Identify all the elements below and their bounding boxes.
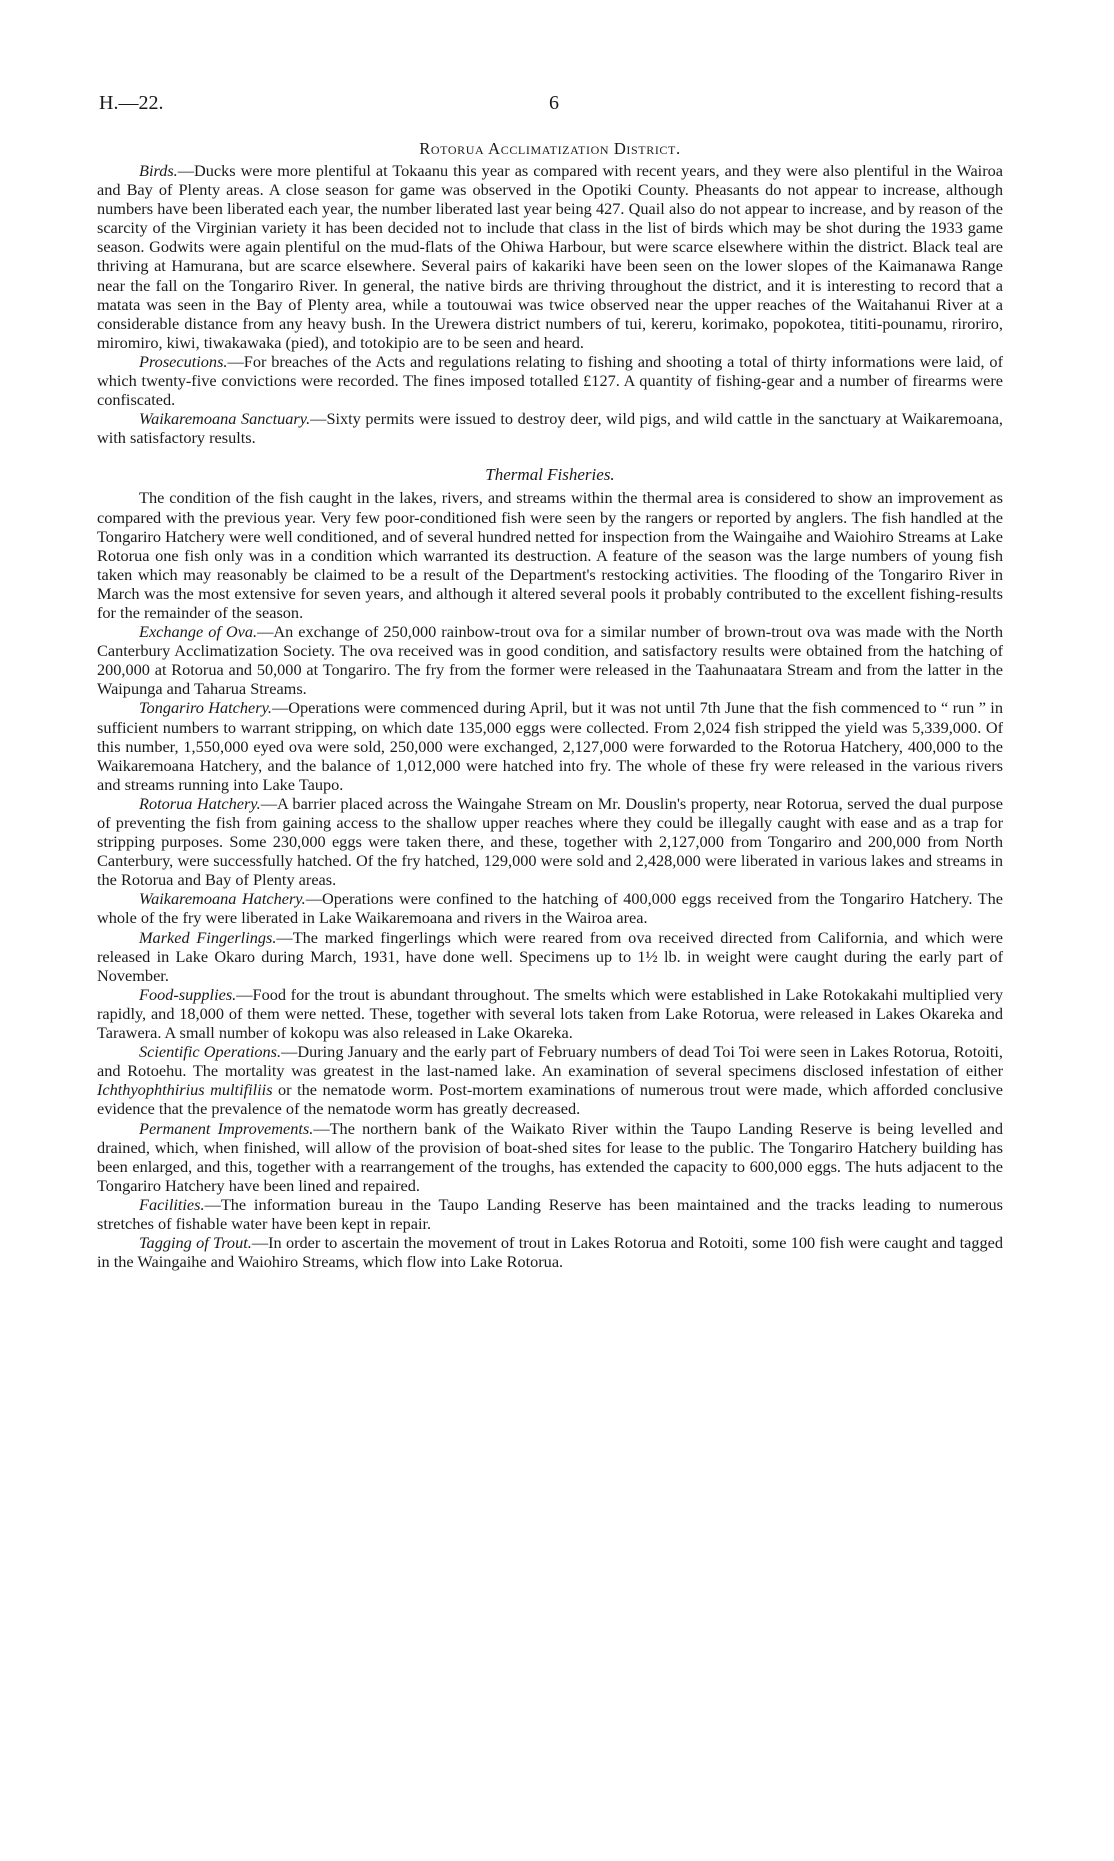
paragraph-lead: Birds. <box>139 161 178 180</box>
paragraph-sanctuary <box>97 409 1003 447</box>
paragraph-text: —Operations were confined to the hatching of 400,000 eggs received from the Tongariro Hatchery. The whole of the fry were liberated in Lake Waikaremoana and rivers in the Wairoa area. <box>97 889 1003 928</box>
paragraph-lead: Permanent Improvements. <box>139 1118 314 1138</box>
paragraph-text: —For breaches of the Acts and regulations relating to fishing and shooting a total of thirty informations were laid, of which twenty-five convictions were recorded. The fines imposed totalled £127. A quantity of fishing-gear and a number of firearms were confiscated. <box>97 351 1003 410</box>
report-reference: H.—22. <box>99 92 164 114</box>
paragraph-birds <box>97 161 1003 352</box>
paragraph-prosecutions <box>97 352 1003 409</box>
paragraph-exchange-of-ova <box>97 622 1003 698</box>
paragraph-facilities <box>97 1195 1003 1233</box>
paragraph-scientific-operations <box>97 1042 1003 1118</box>
paragraph-tongariro-hatchery <box>97 698 1003 793</box>
paragraph-lead: Marked Fingerlings. <box>139 927 277 947</box>
paragraph-text: —A barrier placed across the Waingahe Stream on Mr. Douslin's property, near Rotorua, served the dual purpose of preventing the fish from gaining access to the shallow upper reaches where they could be illegally caught with ease and as a trap for stripping purposes. Some 230,000 eggs were taken there, and these, together with 2,127,000 from Tongariro and 200,000 from North Canterbury, were successfully hatched. Of the fry hatched, 129,000 were sold and 2,428,000 were liberated in various lakes and streams in the Rotorua and Bay of Plenty areas. <box>97 793 1003 890</box>
paragraph-lead: Waikaremoana Sanctuary. <box>139 409 311 429</box>
paragraph-lead: Facilities. <box>139 1194 205 1214</box>
paragraph-intro: The condition of the fish caught in the lakes, rivers, and streams within the thermal area is considered to show an improvement as compared with the previous year. Very few poor-conditioned fish were seen by the rangers or reported by anglers. The fish handled at the Tongariro Hatchery were well conditioned, and of several hundred netted for inspection from the Waingaihe and Waiohiro Streams at Lake Rotorua one fish only was in a condition which warranted its destruction. A feature of the season was the large numbers of young fish taken which may reasonably be claimed to be a result of the Department's restocking activities. The flooding of the Tongariro River in March was the most extensive for seven years, and although it altered several pools it probably contributed to the excellent fishing-results for the remainder of the season. <box>97 488 1003 622</box>
paragraph-text: —The marked fingerlings which were reared from ova received directed from California, and which were released in Lake Okaro during March, 1931, have done well. Specimens up to 1½ lb. in weight were caught during the early part of November. <box>97 927 1003 985</box>
subsection-title: Thermal Fisheries. <box>485 465 615 485</box>
paragraph-lead: Food-supplies. <box>139 984 237 1004</box>
paragraph-text: —During January and the early part of February numbers of dead Toi Toi were seen in Lakes Rotorua, Rotoiti, and Rotoehu. The mortality was greatest in the last-named lake. An examination of several specimens disclosed infestation of either <box>97 1042 1003 1081</box>
paragraph-text: —Operations were commenced during April, but it was not until 7th June that the fish commenced to “ run ” in sufficient numbers to warrant stripping, on which date 135,000 eggs were collected. From 2,024 fish stripped the yield was 5,339,000. Of this number, 1,550,000 eyed ova were sold, 250,000 were exchanged, 2,127,000 were forwarded to the Rotorua Hatchery, 400,000 to the Waikaremoana Hatchery, and the balance of 1,012,000 were hatched into fry. The whole of these fry were released in the various rivers and streams running into Lake Taupo. <box>97 698 1003 794</box>
paragraph-rotorua-hatchery <box>97 794 1003 889</box>
paragraph-lead: Rotorua Hatchery. <box>139 793 261 813</box>
paragraph-lead: Waikaremoana Hatchery. <box>139 889 306 909</box>
paragraph-lead: Scientific Operations. <box>139 1042 282 1062</box>
section-title: Rotorua Acclimatization District. <box>419 139 681 158</box>
paragraph-text: —The northern bank of the Waikato River within the Taupo Landing Reserve is being levelled and drained, which, when finished, will allow of the provision of boat-shed sites for lease to the public. The Tongariro Hatchery building has been enlarged, and this, together with a rearrangement of the troughs, has extended the capacity to 600,000 eggs. The huts adjacent to the Tongariro Hatchery have been lined and repaired. <box>97 1118 1003 1195</box>
paragraph-text: —An exchange of 250,000 rainbow-trout ova for a similar number of brown-trout ova was made with the North Canterbury Acclimatization Society. The ova received was in good condition, and satisfactory results were obtained from the hatching of 200,000 at Rotorua and 50,000 at Tongariro. The fry from the former were released in the Taahunaatara Stream and from the latter in the Waipunga and Taharua Streams. <box>97 622 1003 699</box>
species-name: Ichthyophthirius multifiliis <box>97 1080 273 1100</box>
paragraph-permanent-improvements <box>97 1119 1003 1195</box>
document-page <box>97 92 1003 1271</box>
paragraph-text: or the nematode worm. Post-mortem examinations of numerous trout were made, which afforded conclusive evidence that the prevalence of the nematode worm has greatly decreased. <box>97 1080 1003 1119</box>
paragraph-text: —The information bureau in the Taupo Landing Reserve has been maintained and the tracks leading to numerous stretches of fishable water have been kept in repair. <box>97 1194 1003 1233</box>
paragraph-lead: Tagging of Trout. <box>139 1233 252 1253</box>
paragraph-waikaremoana-hatchery <box>97 889 1003 927</box>
paragraph-text: —Ducks were more plentiful at Tokaanu this year as compared with recent years, and they were also plentiful in the Wairoa and Bay of Plenty areas. A close season for game was observed in the Opotiki County. Pheasants do not appear to increase, although numbers have been liberated each year, the number liberated last year being 427. Quail also do not appear to increase, and by reason of the scarcity of the Virginian variety it has been decided not to include that class in the list of birds which may be shot during the 1933 game season. Godwits were again plentiful on the mud-flats of the Ohiwa Harbour, but were scarce elsewhere within the district. Black teal are thriving at Hamurana, but are scarce elsewhere. Several pairs of kakariki have been seen on the lower slopes of the Kaimanawa Range near the fall on the Tongariro River. In general, the native birds are thriving throughout the district, and it is interesting to record that a matata was seen in the Bay of Plenty area, while a toutouwai was twice observed near the upper reaches of the Waitahanui River at a considerable distance from any heavy bush. In the Urewera district numbers of tui, kereru, korimako, popokotea, tititi-pounamu, riroriro, miromiro, kiwi, tiwakawaka (pied), and totokipio are to be seen and heard. <box>97 161 1003 352</box>
paragraph-food-supplies <box>97 985 1003 1042</box>
paragraph-lead: Tongariro Hatchery. <box>139 698 272 718</box>
page-header <box>97 92 1003 126</box>
paragraph-tagging-of-trout <box>97 1233 1003 1271</box>
paragraph-lead: Exchange of Ova. <box>139 622 258 642</box>
paragraph-text: —Sixty permits were issued to destroy deer, wild pigs, and wild cattle in the sanctuary at Waikaremoana, with satisfactory results. <box>97 409 1003 448</box>
paragraph-text: —Food for the trout is abundant throughout. The smelts which were established in Lake Rotokakahi multiplied very rapidly, and 18,000 of them were netted. These, together with several lots taken from Lake Rotorua, were released in Lakes Okareka and Tarawera. A small number of kokopu was also released in Lake Okareka. <box>97 984 1003 1043</box>
paragraph-text: —In order to ascertain the movement of trout in Lakes Rotorua and Rotoiti, some 100 fish were caught and tagged in the Waingaihe and Waiohiro Streams, which flow into Lake Rotorua. <box>97 1233 1003 1272</box>
page-number: 6 <box>549 92 559 114</box>
paragraph-marked-fingerlings <box>97 928 1003 985</box>
paragraph-lead: Prosecutions. <box>139 351 228 371</box>
